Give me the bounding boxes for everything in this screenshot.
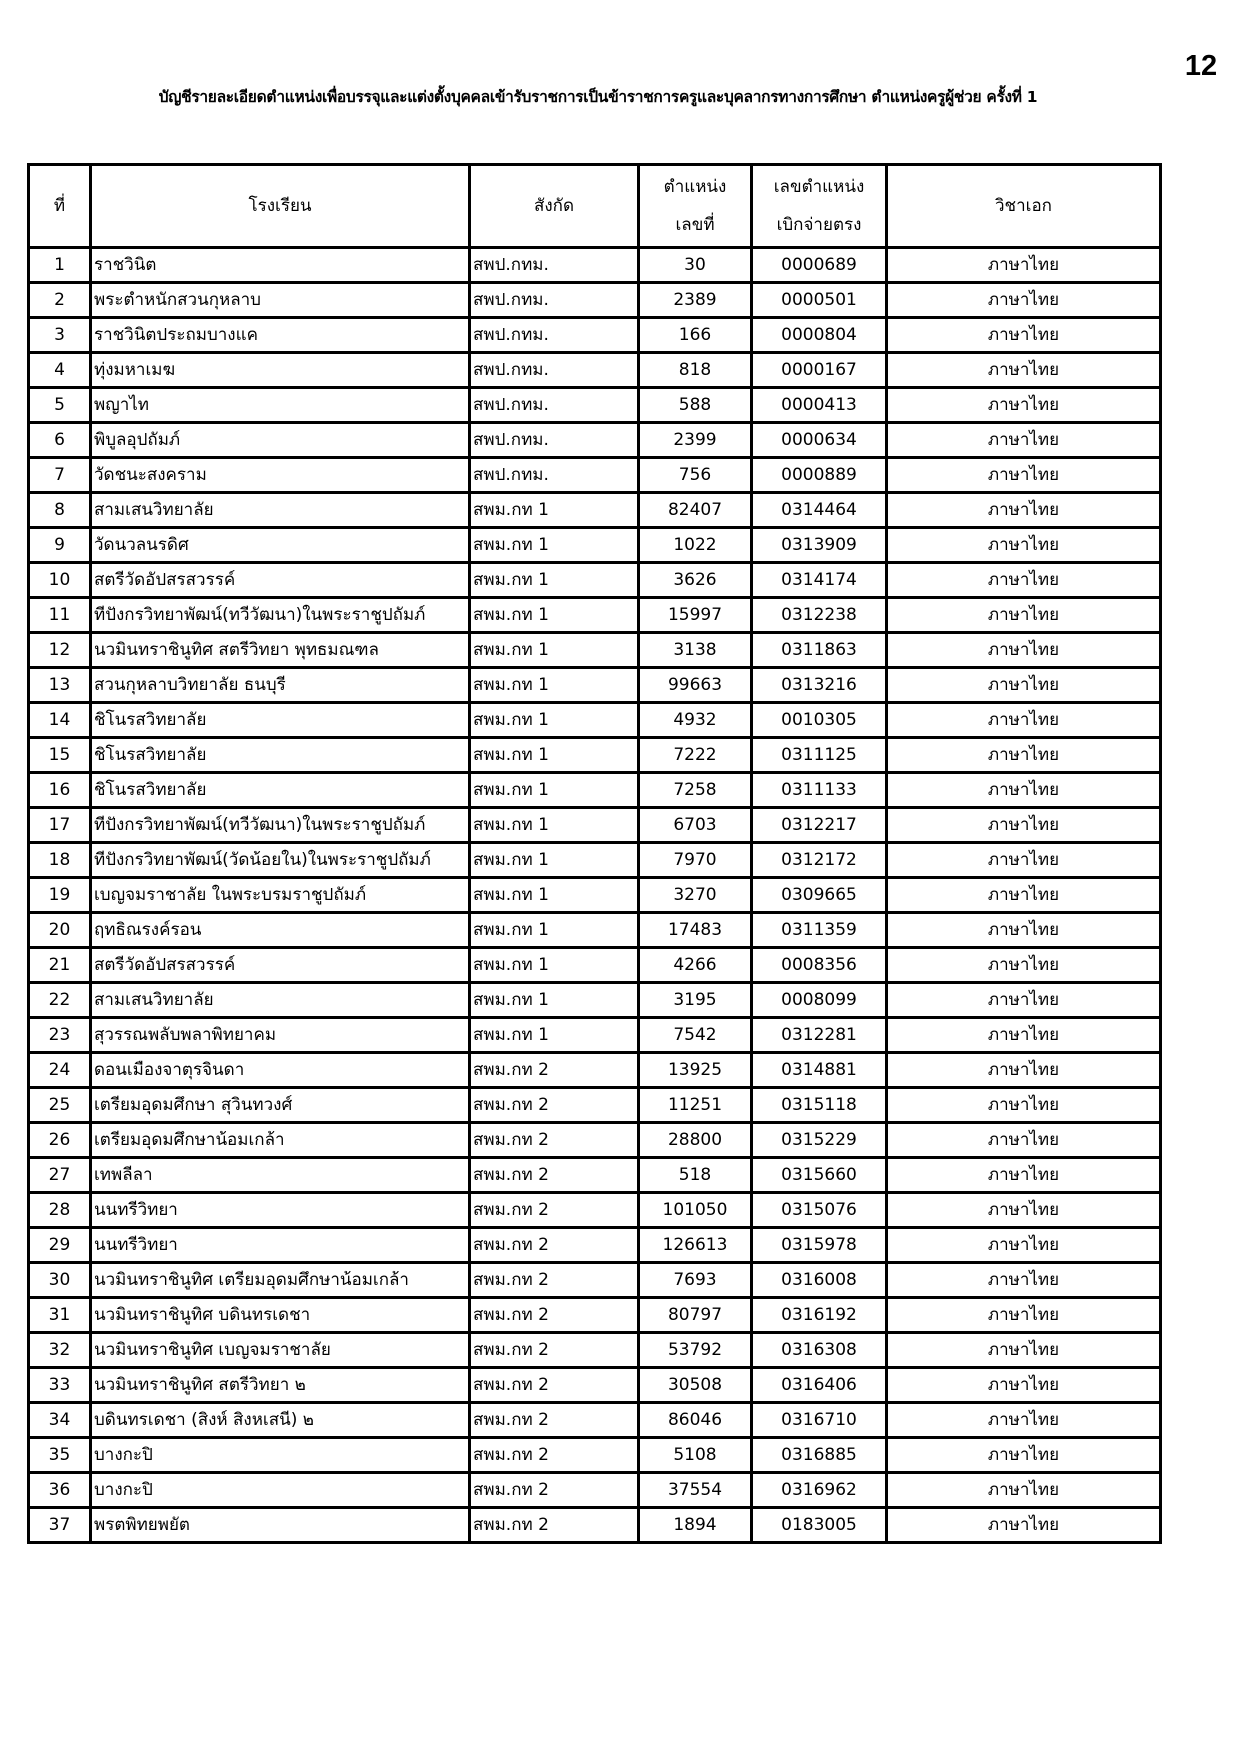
cell-no: 36 bbox=[29, 1473, 91, 1508]
cell-major: ภาษาไทย bbox=[887, 1333, 1161, 1368]
cell-affiliation: สพม.กท 1 bbox=[470, 633, 639, 668]
header-row bbox=[29, 165, 1161, 248]
cell-school: สุวรรณพลับพลาพิทยาคม bbox=[91, 1018, 470, 1053]
cell-affiliation: สพม.กท 1 bbox=[470, 668, 639, 703]
cell-no: 30 bbox=[29, 1263, 91, 1298]
cell-affiliation: สพม.กท 2 bbox=[470, 1158, 639, 1193]
cell-position-no: 15997 bbox=[639, 598, 752, 633]
cell-school: เตรียมอุดมศึกษา สุวินทวงศ์ bbox=[91, 1088, 470, 1123]
cell-affiliation: สพม.กท 2 bbox=[470, 1438, 639, 1473]
cell-affiliation: สพม.กท 1 bbox=[470, 598, 639, 633]
cell-no: 14 bbox=[29, 703, 91, 738]
cell-school: นนทรีวิทยา bbox=[91, 1193, 470, 1228]
cell-school: ชิโนรสวิทยาลัย bbox=[91, 703, 470, 738]
table-row bbox=[29, 668, 1161, 703]
cell-affiliation: สพป.กทม. bbox=[470, 318, 639, 353]
cell-major: ภาษาไทย bbox=[887, 983, 1161, 1018]
table-row bbox=[29, 948, 1161, 983]
cell-payment-no: 0311359 bbox=[752, 913, 887, 948]
cell-no: 18 bbox=[29, 843, 91, 878]
cell-affiliation: สพม.กท 2 bbox=[470, 1193, 639, 1228]
cell-payment-no: 0311133 bbox=[752, 773, 887, 808]
cell-major: ภาษาไทย bbox=[887, 318, 1161, 353]
cell-position-no: 28800 bbox=[639, 1123, 752, 1158]
table-header bbox=[29, 165, 1161, 248]
cell-no: 15 bbox=[29, 738, 91, 773]
cell-affiliation: สพม.กท 1 bbox=[470, 738, 639, 773]
cell-major: ภาษาไทย bbox=[887, 843, 1161, 878]
cell-major: ภาษาไทย bbox=[887, 1228, 1161, 1263]
cell-no: 28 bbox=[29, 1193, 91, 1228]
table-row bbox=[29, 423, 1161, 458]
cell-school: นวมินทราชินูทิศ เบญจมราชาลัย bbox=[91, 1333, 470, 1368]
cell-school: บดินทรเดชา (สิงห์ สิงหเสนี) ๒ bbox=[91, 1403, 470, 1438]
cell-major: ภาษาไทย bbox=[887, 1473, 1161, 1508]
table-row bbox=[29, 283, 1161, 318]
cell-position-no: 518 bbox=[639, 1158, 752, 1193]
cell-payment-no: 0010305 bbox=[752, 703, 887, 738]
cell-position-no: 37554 bbox=[639, 1473, 752, 1508]
cell-payment-no: 0183005 bbox=[752, 1508, 887, 1543]
cell-affiliation: สพป.กทม. bbox=[470, 248, 639, 283]
cell-affiliation: สพม.กท 2 bbox=[470, 1053, 639, 1088]
table-row bbox=[29, 598, 1161, 633]
cell-payment-no: 0311863 bbox=[752, 633, 887, 668]
cell-major: ภาษาไทย bbox=[887, 1403, 1161, 1438]
cell-position-no: 17483 bbox=[639, 913, 752, 948]
table-row bbox=[29, 1438, 1161, 1473]
cell-payment-no: 0314174 bbox=[752, 563, 887, 598]
cell-position-no: 756 bbox=[639, 458, 752, 493]
cell-major: ภาษาไทย bbox=[887, 1053, 1161, 1088]
table-row bbox=[29, 248, 1161, 283]
cell-payment-no: 0315076 bbox=[752, 1193, 887, 1228]
cell-school: สตรีวัดอัปสรสวรรค์ bbox=[91, 948, 470, 983]
cell-school: ราชวินิตประถมบางแค bbox=[91, 318, 470, 353]
cell-major: ภาษาไทย bbox=[887, 1263, 1161, 1298]
cell-position-no: 3195 bbox=[639, 983, 752, 1018]
cell-major: ภาษาไทย bbox=[887, 423, 1161, 458]
cell-major: ภาษาไทย bbox=[887, 773, 1161, 808]
cell-no: 7 bbox=[29, 458, 91, 493]
cell-payment-no: 0000804 bbox=[752, 318, 887, 353]
cell-school: บางกะปิ bbox=[91, 1473, 470, 1508]
cell-no: 23 bbox=[29, 1018, 91, 1053]
cell-affiliation: สพม.กท 1 bbox=[470, 843, 639, 878]
cell-no: 19 bbox=[29, 878, 91, 913]
document-title: บัญชีรายละเอียดตำแหน่งเพื่อบรรจุและแต่งตั้งบุคคลเข้ารับราชการเป็นข้าราชการครูและบุคลากรทางการศึกษา ตำแหน่งครูผู้ช่วย ครั้งที่ 1 bbox=[158, 88, 1038, 106]
table-row bbox=[29, 1053, 1161, 1088]
table-row bbox=[29, 808, 1161, 843]
cell-school: นวมินทราชินูทิศ เตรียมอุดมศึกษาน้อมเกล้า bbox=[91, 1263, 470, 1298]
cell-major: ภาษาไทย bbox=[887, 878, 1161, 913]
cell-payment-no: 0008356 bbox=[752, 948, 887, 983]
cell-no: 34 bbox=[29, 1403, 91, 1438]
positions-table bbox=[27, 163, 1162, 1544]
table-row bbox=[29, 1158, 1161, 1193]
table-row bbox=[29, 493, 1161, 528]
table-row bbox=[29, 1193, 1161, 1228]
header-payment-no-line2: เบิกจ่ายตรง bbox=[776, 215, 862, 235]
header-position-no-line1: ตำแหน่ง bbox=[663, 177, 727, 197]
cell-no: 25 bbox=[29, 1088, 91, 1123]
cell-position-no: 126613 bbox=[639, 1228, 752, 1263]
cell-position-no: 7222 bbox=[639, 738, 752, 773]
cell-no: 12 bbox=[29, 633, 91, 668]
cell-major: ภาษาไทย bbox=[887, 1368, 1161, 1403]
page-number: 12 bbox=[1184, 50, 1218, 82]
cell-no: 4 bbox=[29, 353, 91, 388]
cell-no: 5 bbox=[29, 388, 91, 423]
cell-school: เตรียมอุดมศึกษาน้อมเกล้า bbox=[91, 1123, 470, 1158]
table-row bbox=[29, 1123, 1161, 1158]
cell-school: สามเสนวิทยาลัย bbox=[91, 983, 470, 1018]
cell-major: ภาษาไทย bbox=[887, 1193, 1161, 1228]
cell-payment-no: 0316962 bbox=[752, 1473, 887, 1508]
cell-school: เบญจมราชาลัย ในพระบรมราชูปถัมภ์ bbox=[91, 878, 470, 913]
cell-payment-no: 0315660 bbox=[752, 1158, 887, 1193]
cell-affiliation: สพป.กทม. bbox=[470, 423, 639, 458]
table-row bbox=[29, 1228, 1161, 1263]
cell-major: ภาษาไทย bbox=[887, 1088, 1161, 1123]
cell-school: วัดชนะสงคราม bbox=[91, 458, 470, 493]
cell-payment-no: 0000634 bbox=[752, 423, 887, 458]
cell-affiliation: สพม.กท 2 bbox=[470, 1088, 639, 1123]
table-row bbox=[29, 1088, 1161, 1123]
cell-school: ฤทธิณรงค์รอน bbox=[91, 913, 470, 948]
cell-affiliation: สพม.กท 1 bbox=[470, 493, 639, 528]
header-no: ที่ bbox=[29, 165, 91, 248]
cell-no: 17 bbox=[29, 808, 91, 843]
table-row bbox=[29, 353, 1161, 388]
table-row bbox=[29, 1333, 1161, 1368]
cell-major: ภาษาไทย bbox=[887, 738, 1161, 773]
cell-major: ภาษาไทย bbox=[887, 913, 1161, 948]
header-position-no bbox=[639, 165, 752, 248]
cell-affiliation: สพม.กท 2 bbox=[470, 1333, 639, 1368]
cell-school: สตรีวัดอัปสรสวรรค์ bbox=[91, 563, 470, 598]
table-body bbox=[29, 248, 1161, 1543]
cell-major: ภาษาไทย bbox=[887, 1018, 1161, 1053]
cell-position-no: 7693 bbox=[639, 1263, 752, 1298]
cell-school: ทีปังกรวิทยาพัฒน์(ทวีวัฒนา)ในพระราชูปถัมภ์ bbox=[91, 598, 470, 633]
cell-payment-no: 0309665 bbox=[752, 878, 887, 913]
cell-payment-no: 0312172 bbox=[752, 843, 887, 878]
cell-payment-no: 0315978 bbox=[752, 1228, 887, 1263]
cell-major: ภาษาไทย bbox=[887, 248, 1161, 283]
cell-affiliation: สพม.กท 1 bbox=[470, 703, 639, 738]
cell-no: 32 bbox=[29, 1333, 91, 1368]
cell-affiliation: สพม.กท 2 bbox=[470, 1263, 639, 1298]
cell-no: 16 bbox=[29, 773, 91, 808]
cell-payment-no: 0316885 bbox=[752, 1438, 887, 1473]
cell-payment-no: 0000689 bbox=[752, 248, 887, 283]
cell-no: 24 bbox=[29, 1053, 91, 1088]
cell-school: พิบูลอุปถัมภ์ bbox=[91, 423, 470, 458]
cell-position-no: 86046 bbox=[639, 1403, 752, 1438]
cell-major: ภาษาไทย bbox=[887, 808, 1161, 843]
cell-payment-no: 0000167 bbox=[752, 353, 887, 388]
cell-affiliation: สพม.กท 1 bbox=[470, 808, 639, 843]
cell-position-no: 82407 bbox=[639, 493, 752, 528]
cell-no: 21 bbox=[29, 948, 91, 983]
cell-position-no: 3138 bbox=[639, 633, 752, 668]
cell-no: 22 bbox=[29, 983, 91, 1018]
table-row bbox=[29, 1473, 1161, 1508]
cell-payment-no: 0312238 bbox=[752, 598, 887, 633]
cell-payment-no: 0312217 bbox=[752, 808, 887, 843]
cell-position-no: 99663 bbox=[639, 668, 752, 703]
cell-payment-no: 0316406 bbox=[752, 1368, 887, 1403]
cell-major: ภาษาไทย bbox=[887, 493, 1161, 528]
cell-position-no: 6703 bbox=[639, 808, 752, 843]
cell-no: 10 bbox=[29, 563, 91, 598]
cell-major: ภาษาไทย bbox=[887, 528, 1161, 563]
cell-payment-no: 0000889 bbox=[752, 458, 887, 493]
cell-school: ทุ่งมหาเมฆ bbox=[91, 353, 470, 388]
cell-affiliation: สพป.กทม. bbox=[470, 388, 639, 423]
cell-school: นวมินทราชินูทิศ สตรีวิทยา ๒ bbox=[91, 1368, 470, 1403]
cell-position-no: 7258 bbox=[639, 773, 752, 808]
cell-no: 29 bbox=[29, 1228, 91, 1263]
cell-major: ภาษาไทย bbox=[887, 633, 1161, 668]
header-school: โรงเรียน bbox=[91, 165, 470, 248]
cell-position-no: 11251 bbox=[639, 1088, 752, 1123]
cell-payment-no: 0315118 bbox=[752, 1088, 887, 1123]
table-row bbox=[29, 1508, 1161, 1543]
cell-no: 1 bbox=[29, 248, 91, 283]
cell-position-no: 166 bbox=[639, 318, 752, 353]
cell-major: ภาษาไทย bbox=[887, 703, 1161, 738]
cell-school: สวนกุหลาบวิทยาลัย ธนบุรี bbox=[91, 668, 470, 703]
cell-major: ภาษาไทย bbox=[887, 458, 1161, 493]
table-row bbox=[29, 738, 1161, 773]
cell-position-no: 7970 bbox=[639, 843, 752, 878]
cell-position-no: 80797 bbox=[639, 1298, 752, 1333]
cell-affiliation: สพป.กทม. bbox=[470, 458, 639, 493]
cell-payment-no: 0314464 bbox=[752, 493, 887, 528]
cell-no: 6 bbox=[29, 423, 91, 458]
cell-school: สามเสนวิทยาลัย bbox=[91, 493, 470, 528]
header-position-no-line2: เลขที่ bbox=[675, 215, 715, 235]
cell-affiliation: สพม.กท 2 bbox=[470, 1123, 639, 1158]
cell-affiliation: สพม.กท 1 bbox=[470, 878, 639, 913]
cell-payment-no: 0316308 bbox=[752, 1333, 887, 1368]
cell-position-no: 1022 bbox=[639, 528, 752, 563]
cell-major: ภาษาไทย bbox=[887, 283, 1161, 318]
cell-no: 31 bbox=[29, 1298, 91, 1333]
table-row bbox=[29, 983, 1161, 1018]
cell-position-no: 30508 bbox=[639, 1368, 752, 1403]
table-row bbox=[29, 563, 1161, 598]
cell-position-no: 1894 bbox=[639, 1508, 752, 1543]
cell-affiliation: สพป.กทม. bbox=[470, 283, 639, 318]
cell-position-no: 13925 bbox=[639, 1053, 752, 1088]
table-row bbox=[29, 318, 1161, 353]
cell-payment-no: 0312281 bbox=[752, 1018, 887, 1053]
cell-school: นวมินทราชินูทิศ สตรีวิทยา พุทธมณฑล bbox=[91, 633, 470, 668]
table-row bbox=[29, 528, 1161, 563]
cell-no: 11 bbox=[29, 598, 91, 633]
cell-no: 26 bbox=[29, 1123, 91, 1158]
cell-major: ภาษาไทย bbox=[887, 1123, 1161, 1158]
table-row bbox=[29, 703, 1161, 738]
cell-payment-no: 0316710 bbox=[752, 1403, 887, 1438]
cell-school: ชิโนรสวิทยาลัย bbox=[91, 773, 470, 808]
cell-major: ภาษาไทย bbox=[887, 388, 1161, 423]
cell-school: ดอนเมืองจาตุรจินดา bbox=[91, 1053, 470, 1088]
table-row bbox=[29, 633, 1161, 668]
cell-payment-no: 0313909 bbox=[752, 528, 887, 563]
cell-no: 2 bbox=[29, 283, 91, 318]
cell-no: 9 bbox=[29, 528, 91, 563]
cell-position-no: 4266 bbox=[639, 948, 752, 983]
cell-major: ภาษาไทย bbox=[887, 668, 1161, 703]
cell-school: ทีปังกรวิทยาพัฒน์(วัดน้อยใน)ในพระราชูปถัมภ์ bbox=[91, 843, 470, 878]
table-row bbox=[29, 1263, 1161, 1298]
cell-affiliation: สพม.กท 1 bbox=[470, 913, 639, 948]
cell-position-no: 30 bbox=[639, 248, 752, 283]
table-row bbox=[29, 1403, 1161, 1438]
cell-payment-no: 0000501 bbox=[752, 283, 887, 318]
header-payment-no-line1: เลขตำแหน่ง bbox=[773, 177, 865, 197]
cell-school: นนทรีวิทยา bbox=[91, 1228, 470, 1263]
cell-position-no: 818 bbox=[639, 353, 752, 388]
cell-no: 3 bbox=[29, 318, 91, 353]
cell-major: ภาษาไทย bbox=[887, 1508, 1161, 1543]
cell-no: 13 bbox=[29, 668, 91, 703]
cell-position-no: 4932 bbox=[639, 703, 752, 738]
cell-no: 37 bbox=[29, 1508, 91, 1543]
cell-affiliation: สพม.กท 2 bbox=[470, 1368, 639, 1403]
cell-affiliation: สพม.กท 2 bbox=[470, 1228, 639, 1263]
cell-affiliation: สพม.กท 2 bbox=[470, 1508, 639, 1543]
cell-affiliation: สพม.กท 1 bbox=[470, 528, 639, 563]
header-major: วิชาเอก bbox=[887, 165, 1161, 248]
cell-major: ภาษาไทย bbox=[887, 563, 1161, 598]
cell-major: ภาษาไทย bbox=[887, 1298, 1161, 1333]
cell-position-no: 2399 bbox=[639, 423, 752, 458]
cell-school: บางกะปิ bbox=[91, 1438, 470, 1473]
cell-school: พรตพิทยพยัต bbox=[91, 1508, 470, 1543]
table-row bbox=[29, 388, 1161, 423]
header-payment-no bbox=[752, 165, 887, 248]
cell-affiliation: สพม.กท 1 bbox=[470, 983, 639, 1018]
cell-major: ภาษาไทย bbox=[887, 1438, 1161, 1473]
cell-payment-no: 0314881 bbox=[752, 1053, 887, 1088]
cell-affiliation: สพป.กทม. bbox=[470, 353, 639, 388]
header-affiliation: สังกัด bbox=[470, 165, 639, 248]
cell-no: 20 bbox=[29, 913, 91, 948]
table-row bbox=[29, 1368, 1161, 1403]
cell-affiliation: สพม.กท 2 bbox=[470, 1298, 639, 1333]
table-row bbox=[29, 913, 1161, 948]
cell-school: ทีปังกรวิทยาพัฒน์(ทวีวัฒนา)ในพระราชูปถัมภ์ bbox=[91, 808, 470, 843]
cell-position-no: 2389 bbox=[639, 283, 752, 318]
cell-school: พระตำหนักสวนกุหลาบ bbox=[91, 283, 470, 318]
cell-no: 33 bbox=[29, 1368, 91, 1403]
cell-school: ชิโนรสวิทยาลัย bbox=[91, 738, 470, 773]
table-row bbox=[29, 1018, 1161, 1053]
cell-major: ภาษาไทย bbox=[887, 353, 1161, 388]
cell-no: 35 bbox=[29, 1438, 91, 1473]
cell-position-no: 101050 bbox=[639, 1193, 752, 1228]
table-row bbox=[29, 1298, 1161, 1333]
cell-payment-no: 0315229 bbox=[752, 1123, 887, 1158]
table-row bbox=[29, 458, 1161, 493]
cell-no: 27 bbox=[29, 1158, 91, 1193]
cell-major: ภาษาไทย bbox=[887, 598, 1161, 633]
cell-payment-no: 0313216 bbox=[752, 668, 887, 703]
cell-school: เทพลีลา bbox=[91, 1158, 470, 1193]
cell-major: ภาษาไทย bbox=[887, 1158, 1161, 1193]
cell-affiliation: สพม.กท 1 bbox=[470, 773, 639, 808]
table-row bbox=[29, 773, 1161, 808]
cell-affiliation: สพม.กท 2 bbox=[470, 1473, 639, 1508]
cell-position-no: 588 bbox=[639, 388, 752, 423]
cell-school: นวมินทราชินูทิศ บดินทรเดชา bbox=[91, 1298, 470, 1333]
cell-affiliation: สพม.กท 1 bbox=[470, 948, 639, 983]
cell-affiliation: สพม.กท 1 bbox=[470, 1018, 639, 1053]
table-row bbox=[29, 843, 1161, 878]
cell-payment-no: 0316192 bbox=[752, 1298, 887, 1333]
cell-school: พญาไท bbox=[91, 388, 470, 423]
cell-position-no: 53792 bbox=[639, 1333, 752, 1368]
cell-school: วัดนวลนรดิศ bbox=[91, 528, 470, 563]
cell-payment-no: 0316008 bbox=[752, 1263, 887, 1298]
cell-position-no: 3626 bbox=[639, 563, 752, 598]
cell-position-no: 5108 bbox=[639, 1438, 752, 1473]
cell-position-no: 3270 bbox=[639, 878, 752, 913]
cell-affiliation: สพม.กท 2 bbox=[470, 1403, 639, 1438]
cell-major: ภาษาไทย bbox=[887, 948, 1161, 983]
cell-position-no: 7542 bbox=[639, 1018, 752, 1053]
cell-payment-no: 0311125 bbox=[752, 738, 887, 773]
cell-payment-no: 0000413 bbox=[752, 388, 887, 423]
cell-school: ราชวินิต bbox=[91, 248, 470, 283]
table-row bbox=[29, 878, 1161, 913]
cell-affiliation: สพม.กท 1 bbox=[470, 563, 639, 598]
cell-payment-no: 0008099 bbox=[752, 983, 887, 1018]
cell-no: 8 bbox=[29, 493, 91, 528]
